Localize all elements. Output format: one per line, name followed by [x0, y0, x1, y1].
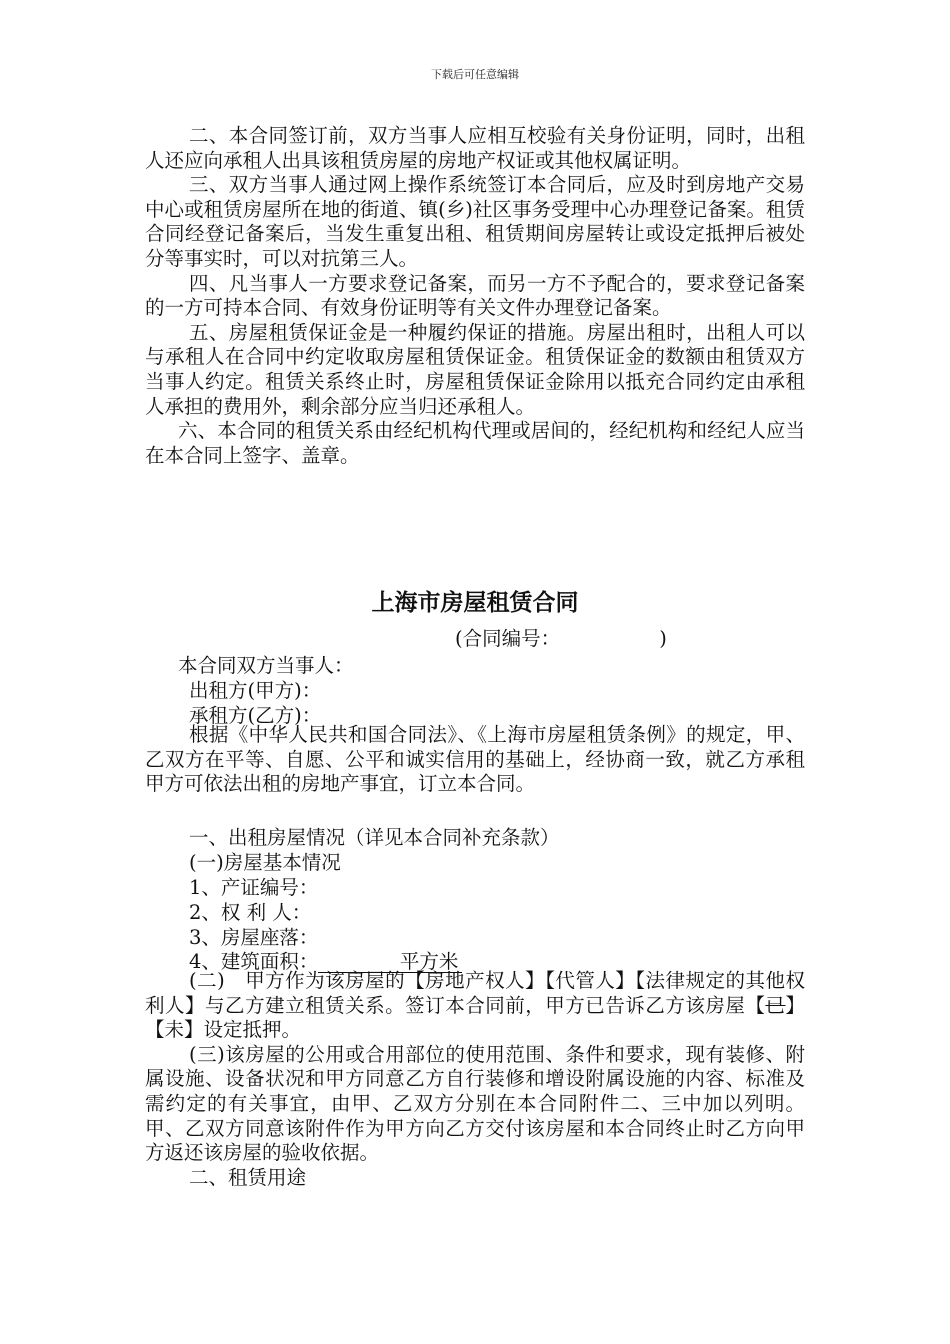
section-1-heading: 一、出租房屋情况（详见本合同补充条款） [189, 826, 560, 849]
subsection-2-end: 】【未】设定抵押。 [145, 993, 805, 1042]
contract-title: 上海市房屋租赁合同 [371, 590, 579, 616]
section-2-heading: 二、租赁用途 [189, 1165, 307, 1189]
item-owner: 2、权 利 人： [189, 901, 312, 924]
page-header-note: 下载后可任意编辑 [431, 68, 519, 81]
preamble-block [145, 723, 805, 797]
subsection-1-heading: (一)房屋基本情况 [189, 851, 341, 874]
item-cert-number: 1、产证编号： [189, 876, 319, 899]
subsection-2-paragraph [145, 969, 805, 1043]
preamble-paragraph: 根据《中华人民共和国合同法》、《上海市房屋租赁条例》的规定，甲、乙双方在平等、自愿、公平和诚实信用的基础上，经协商一致，就乙方承租甲方可依法出租的房地产事宜，订立本合同。 [145, 723, 805, 796]
item-area-label: 4、建筑面积： [189, 950, 319, 973]
item-location: 3、房屋座落： [189, 926, 319, 949]
lessee-label: 承租方(乙方)： [189, 704, 322, 727]
note-paragraph: 六、本合同的租赁关系由经纪机构代理或居间的，经纪机构和经纪人应当在本合同上签字、盖章。 [145, 419, 805, 467]
notes-section [145, 124, 805, 468]
parties-heading: 本合同双方当事人： [178, 654, 354, 677]
note-paragraph: 三、双方当事人通过网上操作系统签订本合同后，应及时到房地产交易中心或租赁房屋所在地的街道、镇(乡)社区事务受理中心办理登记备案。租赁合同经登记备案后，当发生重复出租、租赁期间房屋转让或设定抵押后被处分等事实时，可以对抗第三人。 [145, 173, 805, 270]
struck-option: 已 [765, 993, 786, 1017]
subsection-3-paragraph: (三)该房屋的公用或合用部位的使用范围、条件和要求，现有装修、附属设施、设备状况和甲方同意乙方自行装修和增设附属设施的内容、标准及需约定的有关事宜，由甲、乙双方分别在本合同附件二、三中加以列明。甲、乙双方同意该附件作为甲方向乙方交付该房屋和本合同终止时乙方向甲方返还该房屋的验收依据。 [145, 1042, 805, 1165]
contract-number: (合同编号： ) [455, 627, 667, 650]
lessor-label: 出租方(甲方)： [189, 679, 322, 702]
item-area-blank: 平方米 [318, 952, 462, 973]
note-paragraph: 四、凡当事人一方要求登记备案，而另一方不予配合的，要求登记备案的一方可持本合同、有效身份证明等有关文件办理登记备案。 [145, 271, 805, 320]
note-paragraph: 五、房屋租赁保证金是一种履约保证的措施。房屋出租时，出租人可以与承租人在合同中约定收取房屋租赁保证金。租赁保证金的数额由租赁双方当事人约定。租赁关系终止时，房屋租赁保证金除用以抵充合同约定由承租人承担的费用外，剩余部分应当归还承租人。 [145, 320, 805, 418]
note-paragraph: 二、本合同签订前，双方当事人应相互校验有关身份证明，同时，出租人还应向承租人出具该租赁房屋的房地产权证或其他权属证明。 [145, 124, 805, 172]
contract-clauses [145, 969, 805, 1190]
subsection-2-text: (二) 甲方作为该房屋的【房地产权人】【代管人】【法律规定的其他权利人】与乙方建立租赁关系。签订本合同前，甲方已告诉乙方该房屋【 [145, 969, 805, 1017]
